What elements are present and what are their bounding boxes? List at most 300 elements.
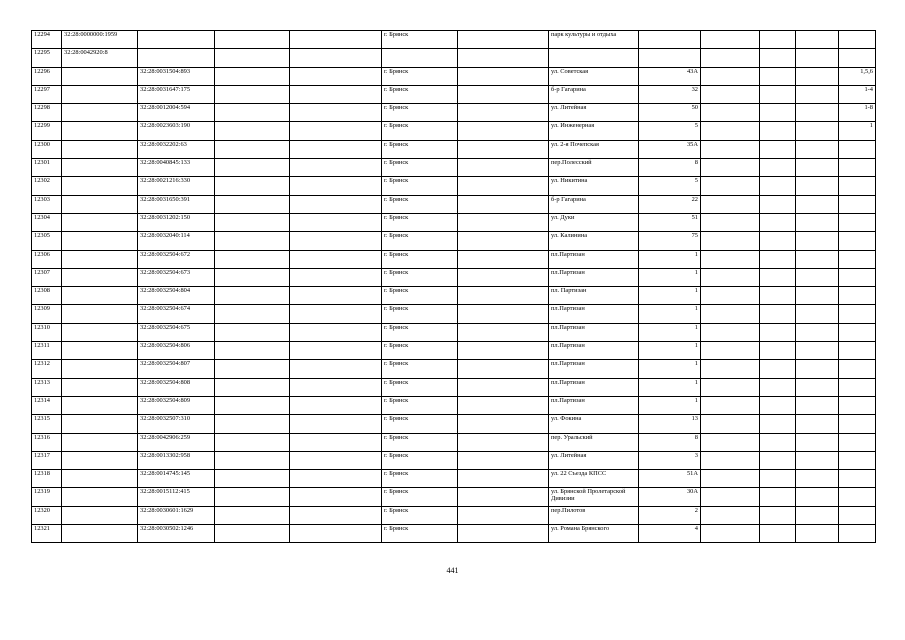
cell-col-12 xyxy=(796,378,839,396)
cell-col-7 xyxy=(458,525,549,543)
cell-city: г. Брянск xyxy=(382,195,458,213)
cell-house-number: 43А xyxy=(639,67,701,85)
cell-col-12 xyxy=(796,415,839,433)
cell-col-7 xyxy=(458,378,549,396)
cell-cadastral-number: 32:28:0031650:391 xyxy=(138,195,215,213)
cell-apartments xyxy=(839,433,876,451)
cell-col-10 xyxy=(701,360,760,378)
cell-city: г. Брянск xyxy=(382,31,458,49)
table-row xyxy=(32,342,876,360)
cell-street: ул. Романа Брянского xyxy=(549,525,639,543)
table-row xyxy=(32,213,876,231)
cell-col-5 xyxy=(290,159,382,177)
cell-street: пл.Партизан xyxy=(549,323,639,341)
cell-col-4 xyxy=(215,232,290,250)
cell-cadastral-quarter xyxy=(62,122,138,140)
cell-col-7 xyxy=(458,177,549,195)
cell-col-5 xyxy=(290,177,382,195)
cell-house-number: 35А xyxy=(639,140,701,158)
cell-street: пл.Партизан xyxy=(549,250,639,268)
cell-col-4 xyxy=(215,506,290,524)
cell-apartments xyxy=(839,159,876,177)
cell-row-number: 12304 xyxy=(32,213,62,231)
cell-col-11 xyxy=(760,67,796,85)
cell-cadastral-quarter xyxy=(62,268,138,286)
cell-col-11 xyxy=(760,85,796,103)
cell-col-4 xyxy=(215,31,290,49)
cell-row-number: 12305 xyxy=(32,232,62,250)
cell-col-10 xyxy=(701,250,760,268)
cell-house-number: 8 xyxy=(639,159,701,177)
cell-house-number: 32 xyxy=(639,85,701,103)
table-row xyxy=(32,525,876,543)
cell-apartments: 1-8 xyxy=(839,104,876,122)
cell-col-10 xyxy=(701,287,760,305)
cell-col-10 xyxy=(701,177,760,195)
cell-cadastral-quarter xyxy=(62,506,138,524)
cell-city: г. Брянск xyxy=(382,104,458,122)
cell-cadastral-number: 32:28:0032202:63 xyxy=(138,140,215,158)
cell-col-11 xyxy=(760,250,796,268)
page-number: 441 xyxy=(446,566,459,575)
cell-col-7 xyxy=(458,195,549,213)
cell-house-number: 1 xyxy=(639,378,701,396)
cell-cadastral-number: 32:28:0040845:133 xyxy=(138,159,215,177)
cell-col-7 xyxy=(458,159,549,177)
cell-col-7 xyxy=(458,85,549,103)
cell-street: пл.Партизан xyxy=(549,378,639,396)
cell-row-number: 12303 xyxy=(32,195,62,213)
cell-col-12 xyxy=(796,506,839,524)
cell-col-11 xyxy=(760,268,796,286)
cell-row-number: 12295 xyxy=(32,49,62,67)
cell-col-12 xyxy=(796,323,839,341)
cell-house-number: 4 xyxy=(639,525,701,543)
cell-col-11 xyxy=(760,213,796,231)
cell-col-4 xyxy=(215,360,290,378)
cell-col-10 xyxy=(701,31,760,49)
cell-street: ул. 2-я Почепская xyxy=(549,140,639,158)
cell-col-12 xyxy=(796,49,839,67)
cell-cadastral-number: 32:28:0013302:958 xyxy=(138,451,215,469)
cell-house-number: 1 xyxy=(639,396,701,414)
cell-col-10 xyxy=(701,342,760,360)
cell-row-number: 12319 xyxy=(32,488,62,506)
cell-col-5 xyxy=(290,506,382,524)
cell-street: пер. Уральский xyxy=(549,433,639,451)
cell-cadastral-quarter xyxy=(62,342,138,360)
cell-cadastral-number: 32:28:0032504:804 xyxy=(138,287,215,305)
cell-apartments xyxy=(839,488,876,506)
cell-col-11 xyxy=(760,195,796,213)
cell-city: г. Брянск xyxy=(382,396,458,414)
table-row xyxy=(32,85,876,103)
table-row xyxy=(32,506,876,524)
cell-row-number: 12314 xyxy=(32,396,62,414)
cell-house-number: 1 xyxy=(639,287,701,305)
cell-cadastral-quarter xyxy=(62,451,138,469)
cell-apartments xyxy=(839,342,876,360)
cell-city: г. Брянск xyxy=(382,378,458,396)
cell-apartments xyxy=(839,213,876,231)
cell-col-11 xyxy=(760,378,796,396)
cell-city: г. Брянск xyxy=(382,159,458,177)
cell-col-5 xyxy=(290,323,382,341)
cell-col-12 xyxy=(796,67,839,85)
cell-col-4 xyxy=(215,85,290,103)
cell-col-7 xyxy=(458,451,549,469)
cell-apartments xyxy=(839,506,876,524)
cell-col-11 xyxy=(760,396,796,414)
cell-cadastral-number: 32:28:0012004:594 xyxy=(138,104,215,122)
cell-apartments xyxy=(839,396,876,414)
cell-col-5 xyxy=(290,396,382,414)
cell-city xyxy=(382,49,458,67)
cell-row-number: 12300 xyxy=(32,140,62,158)
cell-col-12 xyxy=(796,159,839,177)
cell-col-12 xyxy=(796,104,839,122)
cell-col-5 xyxy=(290,268,382,286)
cell-col-4 xyxy=(215,195,290,213)
table-row xyxy=(32,488,876,506)
cell-col-10 xyxy=(701,305,760,323)
cell-apartments xyxy=(839,451,876,469)
table-row xyxy=(32,305,876,323)
cell-apartments xyxy=(839,470,876,488)
table-row xyxy=(32,470,876,488)
cell-house-number: 1 xyxy=(639,342,701,360)
cell-cadastral-number: 32:28:0032040:114 xyxy=(138,232,215,250)
cell-apartments xyxy=(839,250,876,268)
cell-street: ул. Литейная xyxy=(549,451,639,469)
cell-cadastral-number: 32:28:0032504:675 xyxy=(138,323,215,341)
cell-col-12 xyxy=(796,31,839,49)
cell-cadastral-number: 32:28:0031504:893 xyxy=(138,67,215,85)
cell-col-4 xyxy=(215,378,290,396)
cell-col-7 xyxy=(458,323,549,341)
table-row xyxy=(32,396,876,414)
cell-row-number: 12321 xyxy=(32,525,62,543)
cell-row-number: 12298 xyxy=(32,104,62,122)
cell-cadastral-quarter xyxy=(62,305,138,323)
cell-col-12 xyxy=(796,360,839,378)
cell-col-5 xyxy=(290,67,382,85)
cell-col-10 xyxy=(701,525,760,543)
cell-cadastral-quarter xyxy=(62,378,138,396)
cell-street: ул. Фокина xyxy=(549,415,639,433)
cell-col-10 xyxy=(701,85,760,103)
cell-city: г. Брянск xyxy=(382,67,458,85)
cell-street: пл. Партизан xyxy=(549,287,639,305)
cell-col-12 xyxy=(796,396,839,414)
cell-cadastral-quarter xyxy=(62,415,138,433)
cell-cadastral-quarter: 32:28:0000000:1959 xyxy=(62,31,138,49)
cell-house-number: 13 xyxy=(639,415,701,433)
cell-house-number: 1 xyxy=(639,250,701,268)
cell-col-7 xyxy=(458,232,549,250)
cell-col-4 xyxy=(215,49,290,67)
cell-col-4 xyxy=(215,104,290,122)
table-row xyxy=(32,287,876,305)
cell-row-number: 12301 xyxy=(32,159,62,177)
cell-col-5 xyxy=(290,49,382,67)
cell-col-10 xyxy=(701,49,760,67)
cell-col-12 xyxy=(796,287,839,305)
cell-col-7 xyxy=(458,104,549,122)
cell-col-4 xyxy=(215,268,290,286)
cell-city: г. Брянск xyxy=(382,433,458,451)
cell-apartments xyxy=(839,232,876,250)
cell-col-7 xyxy=(458,31,549,49)
cell-city: г. Брянск xyxy=(382,232,458,250)
cell-col-5 xyxy=(290,470,382,488)
cell-col-7 xyxy=(458,415,549,433)
table-row xyxy=(32,250,876,268)
cell-street: пер.Полесский xyxy=(549,159,639,177)
cell-apartments xyxy=(839,360,876,378)
cell-house-number: 1 xyxy=(639,268,701,286)
cell-apartments xyxy=(839,323,876,341)
cell-col-4 xyxy=(215,451,290,469)
cell-cadastral-quarter xyxy=(62,525,138,543)
cell-house-number: 2 xyxy=(639,506,701,524)
table-row xyxy=(32,323,876,341)
cell-col-4 xyxy=(215,525,290,543)
cell-street: ул. Литейная xyxy=(549,104,639,122)
cell-street: ул. Брянской Пролетарской Дивизии xyxy=(549,488,639,506)
cell-col-10 xyxy=(701,213,760,231)
cell-cadastral-number: 32:28:0032504:673 xyxy=(138,268,215,286)
cell-apartments xyxy=(839,525,876,543)
cell-col-11 xyxy=(760,232,796,250)
cell-col-10 xyxy=(701,396,760,414)
cell-apartments xyxy=(839,177,876,195)
cell-row-number: 12320 xyxy=(32,506,62,524)
cell-street: ул. Никитина xyxy=(549,177,639,195)
cell-col-4 xyxy=(215,67,290,85)
cell-cadastral-number: 32:28:0032504:672 xyxy=(138,250,215,268)
cell-col-7 xyxy=(458,287,549,305)
cell-col-7 xyxy=(458,433,549,451)
cell-col-5 xyxy=(290,232,382,250)
table-row xyxy=(32,268,876,286)
cell-col-11 xyxy=(760,451,796,469)
table-row xyxy=(32,378,876,396)
cell-house-number: 3 xyxy=(639,451,701,469)
cell-cadastral-number: 32:28:0032504:806 xyxy=(138,342,215,360)
cell-cadastral-number xyxy=(138,31,215,49)
cell-street: пл.Партизан xyxy=(549,396,639,414)
cell-col-4 xyxy=(215,488,290,506)
cell-house-number xyxy=(639,49,701,67)
cell-col-10 xyxy=(701,451,760,469)
cell-col-4 xyxy=(215,287,290,305)
table-row xyxy=(32,140,876,158)
cell-cadastral-quarter xyxy=(62,85,138,103)
cell-row-number: 12307 xyxy=(32,268,62,286)
cell-col-5 xyxy=(290,488,382,506)
cell-col-4 xyxy=(215,396,290,414)
cell-apartments xyxy=(839,31,876,49)
cell-col-7 xyxy=(458,268,549,286)
table-row xyxy=(32,31,876,49)
cell-city: г. Брянск xyxy=(382,506,458,524)
cell-col-12 xyxy=(796,213,839,231)
cell-col-5 xyxy=(290,433,382,451)
cell-city: г. Брянск xyxy=(382,342,458,360)
cell-col-7 xyxy=(458,396,549,414)
cell-col-10 xyxy=(701,195,760,213)
cell-cadastral-number: 32:28:0030601:1629 xyxy=(138,506,215,524)
cell-col-11 xyxy=(760,342,796,360)
cell-cadastral-number xyxy=(138,49,215,67)
cell-col-12 xyxy=(796,305,839,323)
cell-cadastral-number: 32:28:0030502:1246 xyxy=(138,525,215,543)
cell-cadastral-number: 32:28:0023603:190 xyxy=(138,122,215,140)
cell-street: ул. Инженерная xyxy=(549,122,639,140)
cell-city: г. Брянск xyxy=(382,85,458,103)
cell-house-number: 1 xyxy=(639,305,701,323)
cell-street: парк культуры и отдыха xyxy=(549,31,639,49)
cell-col-4 xyxy=(215,433,290,451)
cell-col-10 xyxy=(701,268,760,286)
cell-col-10 xyxy=(701,67,760,85)
cell-col-5 xyxy=(290,342,382,360)
cell-col-12 xyxy=(796,525,839,543)
cell-col-11 xyxy=(760,525,796,543)
cell-street: ул. Дуки xyxy=(549,213,639,231)
cell-house-number: 8 xyxy=(639,433,701,451)
cell-city: г. Брянск xyxy=(382,323,458,341)
cell-city: г. Брянск xyxy=(382,525,458,543)
cell-apartments xyxy=(839,140,876,158)
cell-col-5 xyxy=(290,451,382,469)
cell-col-11 xyxy=(760,159,796,177)
table-row xyxy=(32,177,876,195)
table-row xyxy=(32,195,876,213)
cell-row-number: 12308 xyxy=(32,287,62,305)
cell-col-7 xyxy=(458,488,549,506)
cell-cadastral-number: 32:28:0014745:145 xyxy=(138,470,215,488)
cell-col-7 xyxy=(458,122,549,140)
table-row xyxy=(32,232,876,250)
cell-col-10 xyxy=(701,122,760,140)
cell-col-12 xyxy=(796,195,839,213)
cell-apartments: 1 xyxy=(839,122,876,140)
cell-cadastral-quarter xyxy=(62,67,138,85)
cell-city: г. Брянск xyxy=(382,488,458,506)
cell-row-number: 12299 xyxy=(32,122,62,140)
cell-apartments xyxy=(839,305,876,323)
cell-apartments xyxy=(839,415,876,433)
cell-cadastral-number: 32:28:0031647:175 xyxy=(138,85,215,103)
cell-col-4 xyxy=(215,415,290,433)
cell-col-11 xyxy=(760,488,796,506)
cell-apartments xyxy=(839,268,876,286)
cell-house-number: 1 xyxy=(639,323,701,341)
cell-col-4 xyxy=(215,213,290,231)
cell-street: ул. 22 Съезда КПСС xyxy=(549,470,639,488)
cell-col-4 xyxy=(215,122,290,140)
cell-cadastral-quarter xyxy=(62,195,138,213)
cell-city: г. Брянск xyxy=(382,287,458,305)
cell-cadastral-quarter xyxy=(62,323,138,341)
cell-col-10 xyxy=(701,140,760,158)
cell-col-11 xyxy=(760,305,796,323)
cell-col-7 xyxy=(458,342,549,360)
cell-col-7 xyxy=(458,140,549,158)
cell-city: г. Брянск xyxy=(382,360,458,378)
cell-cadastral-number: 32:28:0021216:330 xyxy=(138,177,215,195)
cell-col-11 xyxy=(760,140,796,158)
cell-col-12 xyxy=(796,232,839,250)
cell-house-number: 51А xyxy=(639,470,701,488)
cell-col-10 xyxy=(701,104,760,122)
cell-house-number: 5 xyxy=(639,122,701,140)
cell-cadastral-number: 32:28:0031202:150 xyxy=(138,213,215,231)
cell-cadastral-quarter xyxy=(62,177,138,195)
cell-col-12 xyxy=(796,488,839,506)
cell-col-7 xyxy=(458,67,549,85)
cell-col-7 xyxy=(458,250,549,268)
cell-cadastral-quarter xyxy=(62,159,138,177)
cell-col-5 xyxy=(290,525,382,543)
cell-col-11 xyxy=(760,49,796,67)
cell-street: пл.Партизан xyxy=(549,305,639,323)
table-row xyxy=(32,122,876,140)
cell-apartments xyxy=(839,378,876,396)
cell-col-4 xyxy=(215,323,290,341)
cell-col-5 xyxy=(290,195,382,213)
table-row xyxy=(32,451,876,469)
cell-cadastral-quarter xyxy=(62,396,138,414)
cell-col-7 xyxy=(458,506,549,524)
cell-row-number: 12311 xyxy=(32,342,62,360)
cell-city: г. Брянск xyxy=(382,415,458,433)
cell-row-number: 12310 xyxy=(32,323,62,341)
cell-apartments xyxy=(839,49,876,67)
cell-city: г. Брянск xyxy=(382,451,458,469)
cell-col-11 xyxy=(760,433,796,451)
cell-col-4 xyxy=(215,470,290,488)
cell-col-4 xyxy=(215,250,290,268)
cell-row-number: 12316 xyxy=(32,433,62,451)
cell-street: пер.Пилотов xyxy=(549,506,639,524)
table-row xyxy=(32,49,876,67)
cell-cadastral-number: 32:28:0015112:415 xyxy=(138,488,215,506)
cell-row-number: 12296 xyxy=(32,67,62,85)
cell-col-12 xyxy=(796,85,839,103)
cell-city: г. Брянск xyxy=(382,268,458,286)
cell-cadastral-quarter: 32:28:0042920:8 xyxy=(62,49,138,67)
cell-col-12 xyxy=(796,250,839,268)
cell-house-number: 30А xyxy=(639,488,701,506)
cell-house-number: 50 xyxy=(639,104,701,122)
cell-col-5 xyxy=(290,213,382,231)
cell-col-5 xyxy=(290,415,382,433)
cell-col-12 xyxy=(796,268,839,286)
cell-col-12 xyxy=(796,470,839,488)
cell-city: г. Брянск xyxy=(382,177,458,195)
cell-col-10 xyxy=(701,232,760,250)
cell-house-number: 5 xyxy=(639,177,701,195)
register-table xyxy=(31,30,876,543)
cell-cadastral-number: 32:28:0042906:259 xyxy=(138,433,215,451)
cell-row-number: 12309 xyxy=(32,305,62,323)
cell-cadastral-quarter xyxy=(62,232,138,250)
cell-col-11 xyxy=(760,287,796,305)
cell-col-12 xyxy=(796,177,839,195)
